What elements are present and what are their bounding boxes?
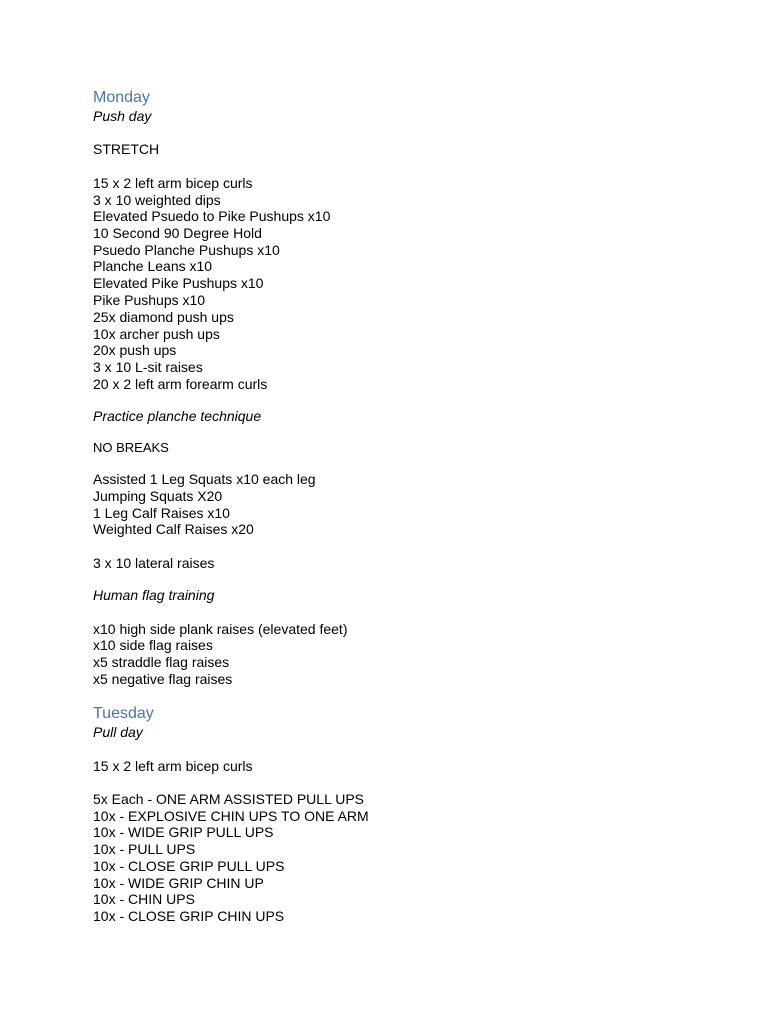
list-item: x10 high side plank raises (elevated feet) xyxy=(93,621,348,637)
list-item: Jumping Squats X20 xyxy=(93,488,223,504)
list-item: x10 side flag raises xyxy=(93,637,213,653)
list-item: 10x - CHIN UPS xyxy=(93,891,195,907)
list-item: 15 x 2 left arm bicep curls xyxy=(93,175,253,191)
list-item: Psuedo Planche Pushups x10 xyxy=(93,242,280,258)
monday-subtitle: Push day xyxy=(93,108,152,124)
flag-note: Human flag training xyxy=(93,587,215,603)
list-item: 15 x 2 left arm bicep curls xyxy=(93,758,253,774)
list-item: x5 straddle flag raises xyxy=(93,654,230,670)
list-item: Planche Leans x10 xyxy=(93,258,213,274)
list-item: Elevated Pike Pushups x10 xyxy=(93,275,264,291)
list-item: Assisted 1 Leg Squats x10 each leg xyxy=(93,471,316,487)
list-item: 1 Leg Calf Raises x10 xyxy=(93,505,230,521)
list-item: 3 x 10 L-sit raises xyxy=(93,359,203,375)
list-item: 10x archer push ups xyxy=(93,326,220,342)
list-item: x5 negative flag raises xyxy=(93,671,233,687)
list-item: 10x - WIDE GRIP PULL UPS xyxy=(93,824,274,840)
tuesday-heading: Tuesday xyxy=(93,705,154,722)
list-item: 10x - CLOSE GRIP CHIN UPS xyxy=(93,908,285,924)
list-item: 10x - WIDE GRIP CHIN UP xyxy=(93,875,264,891)
list-item: 10x - EXPLOSIVE CHIN UPS TO ONE ARM xyxy=(93,808,369,824)
monday-heading: Monday xyxy=(93,89,150,106)
tuesday-subtitle: Pull day xyxy=(93,724,143,740)
list-item: 3 x 10 weighted dips xyxy=(93,192,221,208)
list-item: Weighted Calf Raises x20 xyxy=(93,521,254,537)
list-item: 10 Second 90 Degree Hold xyxy=(93,225,262,241)
no-breaks-label: NO BREAKS xyxy=(93,440,169,455)
list-item: Pike Pushups x10 xyxy=(93,292,206,308)
planche-note: Practice planche technique xyxy=(93,408,262,424)
list-item: 20x push ups xyxy=(93,342,177,358)
list-item: 20 x 2 left arm forearm curls xyxy=(93,376,268,392)
list-item: 10x - PULL UPS xyxy=(93,841,196,857)
list-item: 3 x 10 lateral raises xyxy=(93,555,215,571)
list-item: Elevated Psuedo to Pike Pushups x10 xyxy=(93,208,331,224)
list-item: 25x diamond push ups xyxy=(93,309,234,325)
list-item: 10x - CLOSE GRIP PULL UPS xyxy=(93,858,285,874)
list-item: 5x Each - ONE ARM ASSISTED PULL UPS xyxy=(93,791,365,807)
stretch-label: STRETCH xyxy=(93,141,160,157)
